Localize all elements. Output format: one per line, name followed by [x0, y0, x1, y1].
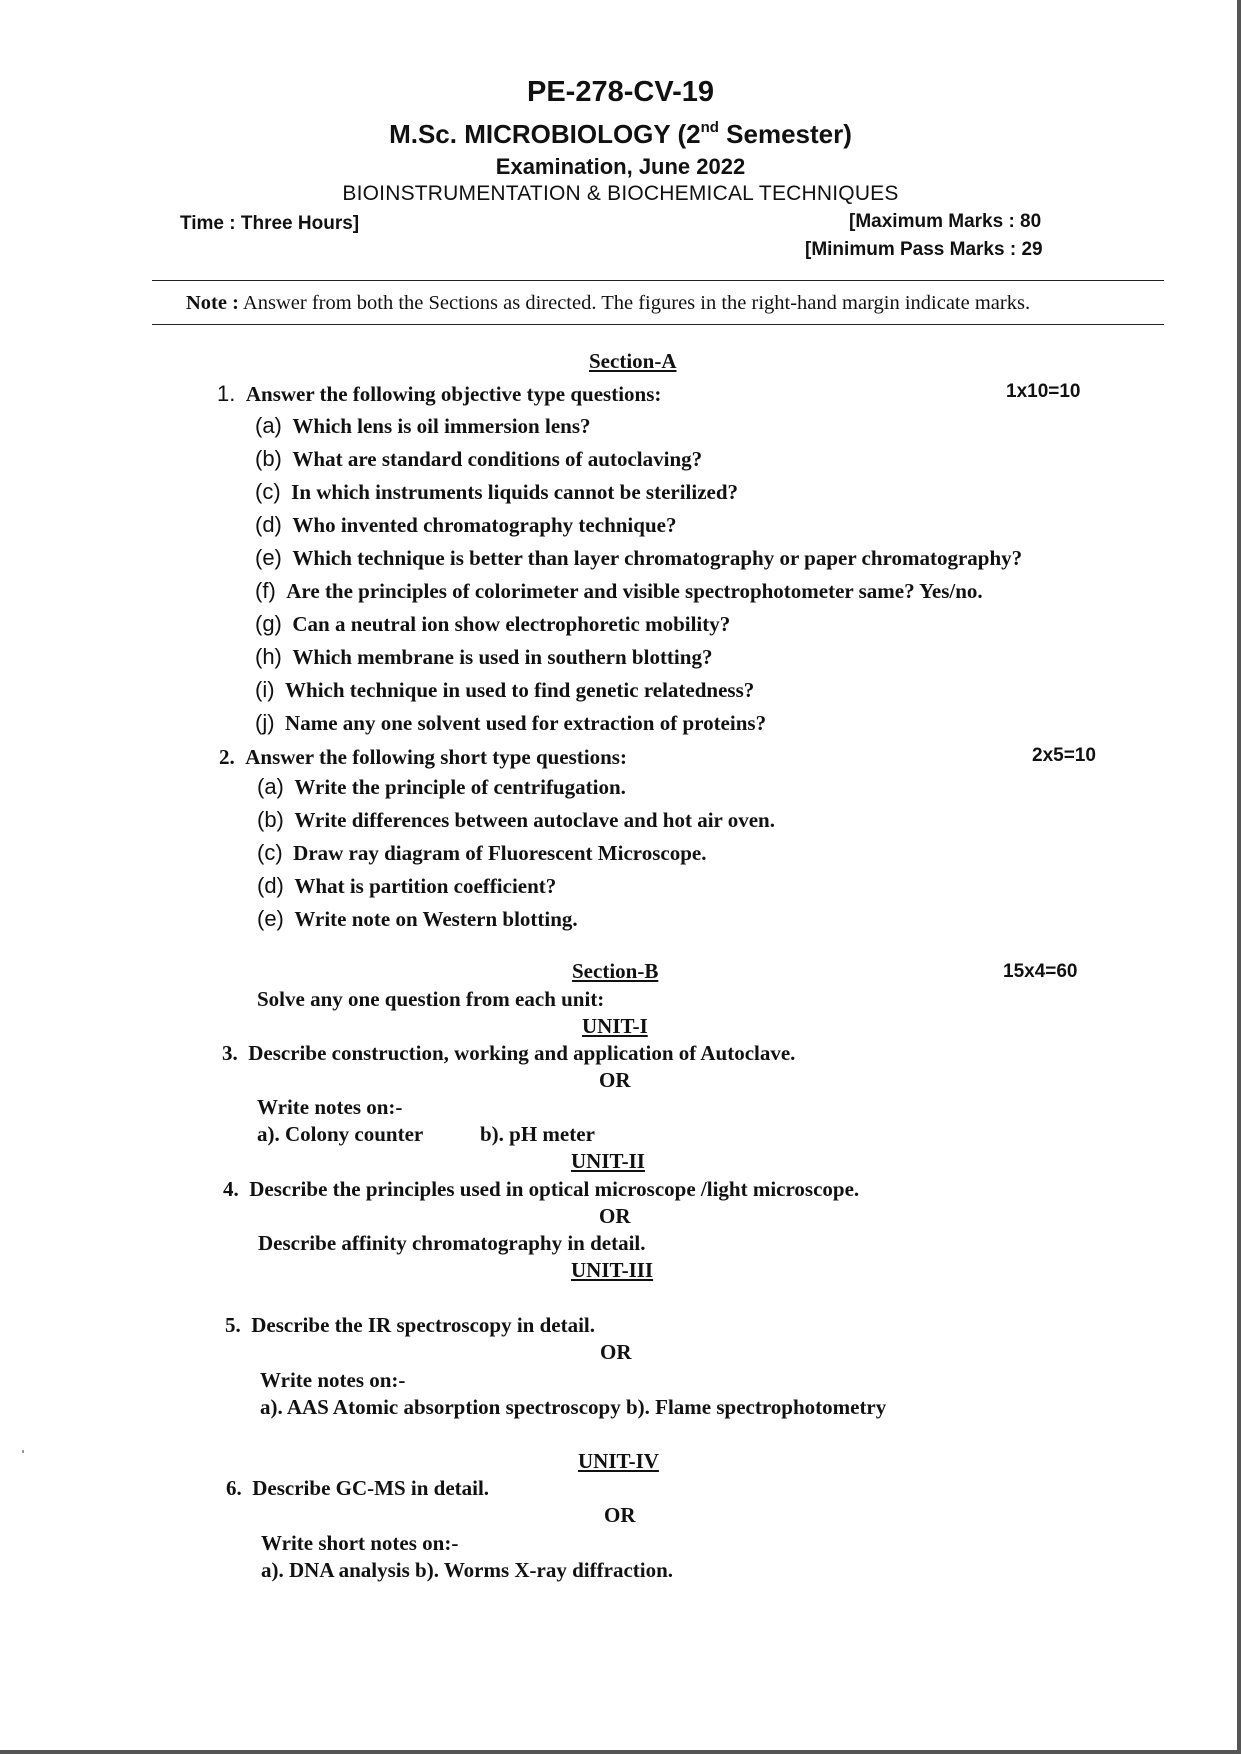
question-3-number: 3. — [222, 1041, 238, 1065]
question-1-marks: 1x10=10 — [1006, 381, 1081, 402]
section-b-instruction: Solve any one question from each unit: — [257, 987, 605, 1011]
question-3-alternative: Write notes on:- — [257, 1095, 403, 1119]
subject-title: BIOINSTRUMENTATION & BIOCHEMICAL TECHNIQUES — [342, 182, 899, 205]
bottom-rule — [152, 324, 1164, 325]
question-5-number: 5. — [225, 1313, 241, 1337]
question-4-number: 4. — [223, 1177, 239, 1201]
q2-item-d: (d) What is partition coefficient? — [257, 873, 557, 898]
question-5-text: Describe the IR spectroscopy in detail. — [251, 1313, 595, 1337]
unit-4-title: UNIT-IV — [578, 1449, 659, 1473]
question-2-marks: 2x5=10 — [1032, 745, 1096, 766]
question-3 — [222, 1041, 795, 1066]
unit-2-title: UNIT-II — [571, 1149, 645, 1173]
q2-item-b: (b) Write differences between autoclave and hot air oven. — [257, 807, 775, 832]
q2-item-c: (c) Draw ray diagram of Fluorescent Microscope. — [257, 840, 707, 865]
question-4-text: Describe the principles used in optical microscope /light microscope. — [249, 1177, 860, 1201]
unit-1-title: UNIT-I — [582, 1014, 648, 1038]
unit-2-or: OR — [599, 1204, 631, 1228]
question-6-alternative: Write short notes on:- — [261, 1531, 459, 1555]
section-b-title: Section-B — [572, 959, 659, 983]
section-b-marks: 15x4=60 — [1003, 961, 1078, 982]
q1-item-j: (j) Name any one solvent used for extraction of proteins? — [255, 710, 767, 735]
unit-4-or: OR — [604, 1503, 636, 1527]
minimum-pass-marks: [Minimum Pass Marks : 29 — [805, 239, 1043, 260]
course-title — [0, 119, 1241, 150]
note-text: Answer from both the Sections as directed. The figures in the right-hand margin indicate marks. — [238, 292, 1031, 314]
question-6 — [226, 1476, 489, 1501]
time-allowed: Time : Three Hours] — [180, 213, 360, 234]
note-line — [186, 292, 1030, 315]
question-6-text: Describe GC-MS in detail. — [252, 1476, 490, 1500]
question-1-number: 1. — [217, 381, 236, 406]
q1-item-h: (h) Which membrane is used in southern blotting? — [255, 644, 713, 669]
exam-session: Examination, June 2022 — [495, 154, 746, 179]
top-rule — [152, 280, 1164, 281]
course-title-main: M.Sc. MICROBIOLOGY (2 — [389, 119, 701, 149]
scan-border-bottom — [0, 1750, 1241, 1754]
q2-item-e: (e) Write note on Western blotting. — [257, 906, 578, 931]
q1-item-c: (c) In which instruments liquids cannot be sterilized? — [255, 479, 739, 504]
question-6-alt-ab: a). DNA analysis b). Worms X-ray diffraction. — [261, 1558, 674, 1582]
unit-3-or: OR — [600, 1340, 632, 1364]
note-label: Note : — [186, 292, 239, 314]
question-4 — [223, 1177, 859, 1202]
q1-item-i: (i) Which technique in used to find genetic relatedness? — [255, 677, 755, 702]
question-1 — [217, 381, 661, 407]
question-5-alternative: Write notes on:- — [260, 1368, 406, 1392]
question-3-alt-b: b). pH meter — [480, 1122, 595, 1146]
question-6-number: 6. — [226, 1476, 242, 1500]
course-title-tail: Semester) — [718, 119, 852, 149]
scan-speck — [22, 1450, 24, 1453]
unit-1-or: OR — [599, 1068, 631, 1092]
question-2-number: 2. — [219, 745, 235, 769]
q1-item-f: (f) Are the principles of colorimeter and visible spectrophotometer same? Yes/no. — [255, 578, 983, 603]
q1-item-d: (d) Who invented chromatography technique? — [255, 512, 677, 537]
q1-item-a: (a) Which lens is oil immersion lens? — [255, 413, 591, 438]
question-3-text: Describe construction, working and application of Autoclave. — [248, 1041, 796, 1065]
maximum-marks: [Maximum Marks : 80 — [849, 211, 1042, 232]
question-3-alt-a: a). Colony counter — [257, 1122, 424, 1146]
question-4-alternative: Describe affinity chromatography in detail. — [258, 1231, 646, 1255]
question-2 — [219, 745, 627, 770]
q1-item-g: (g) Can a neutral ion show electrophoretic mobility? — [255, 611, 731, 636]
question-5-alt-ab: a). AAS Atomic absorption spectroscopy b). Flame spectrophotometry — [260, 1395, 887, 1419]
paper-code: PE-278-CV-19 — [527, 76, 714, 108]
question-5 — [225, 1313, 595, 1338]
unit-3-title: UNIT-III — [571, 1258, 654, 1282]
scan-border-right — [1237, 0, 1241, 1754]
q1-item-e: (e) Which technique is better than layer chromatography or paper chromatography? — [255, 545, 1023, 570]
course-title-superscript: nd — [700, 119, 719, 136]
q2-item-a: (a) Write the principle of centrifugation. — [257, 774, 626, 799]
q1-item-b: (b) What are standard conditions of autoclaving? — [255, 446, 703, 471]
question-2-text: Answer the following short type questions: — [245, 745, 627, 769]
question-1-text: Answer the following objective type questions: — [245, 382, 662, 406]
section-a-title: Section-A — [589, 349, 677, 373]
